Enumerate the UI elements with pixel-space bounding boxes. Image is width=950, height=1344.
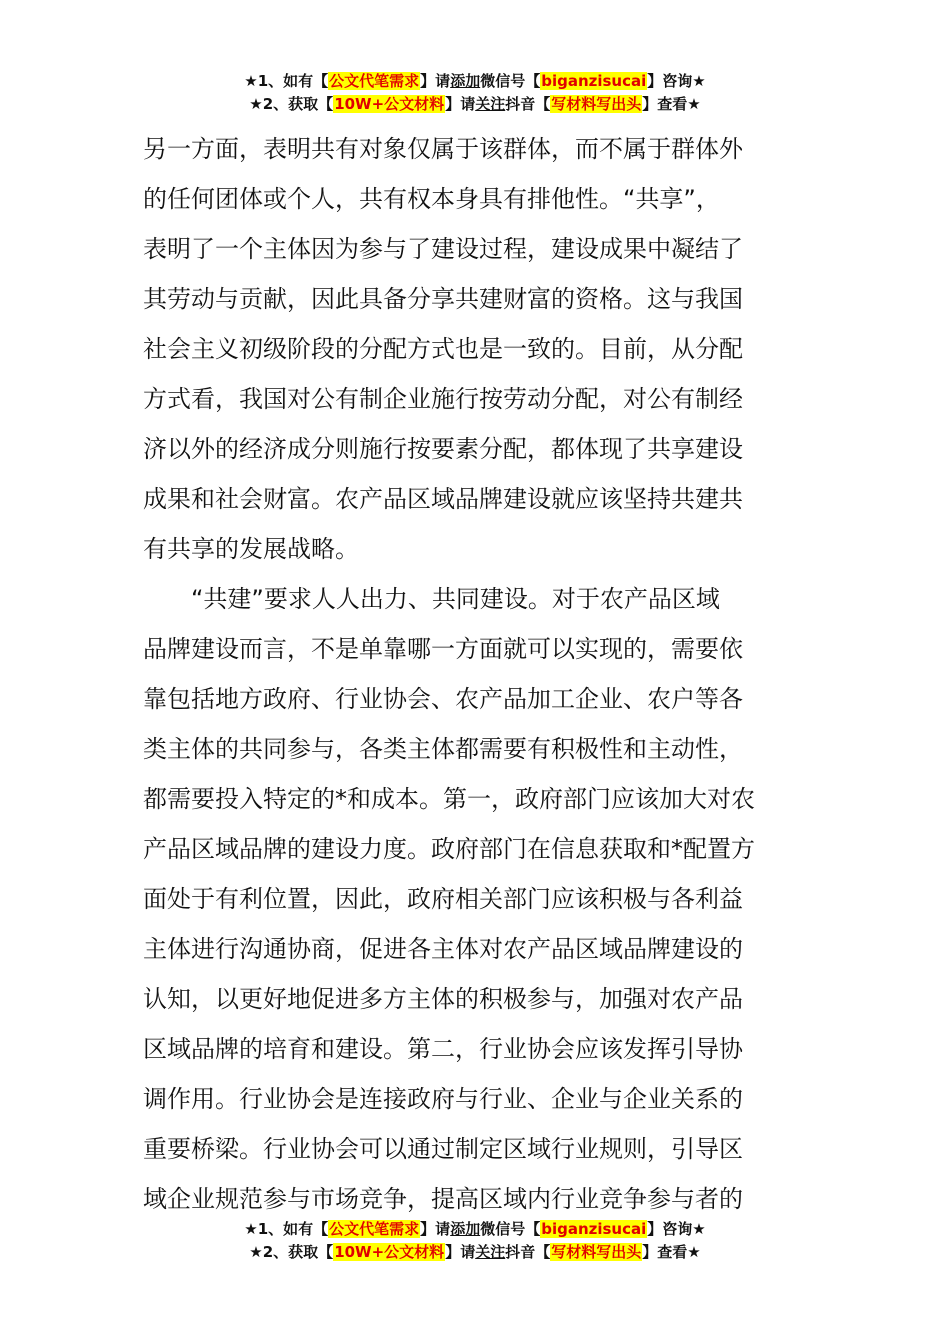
paragraph-start-line: “共建”要求人人出力、共同建设。对于农产品区域 <box>191 585 720 613</box>
text-line: 方式看，我国对公有制企业施行按劳动分配，对公有制经 <box>143 385 743 413</box>
text-line: 另一方面，表明共有对象仅属于该群体，而不属于群体外 <box>143 135 743 163</box>
banner-text: 】查看★ <box>642 95 701 113</box>
banner-highlight: 公文代笔需求 <box>329 1220 420 1238</box>
text-line: 品牌建设而言，不是单靠哪一方面就可以实现的，需要依 <box>143 635 743 663</box>
banner-line-2 <box>0 93 950 116</box>
text-line: 主体进行沟通协商，促进各主体对农产品区域品牌建设的 <box>143 935 743 963</box>
banner-underline: 关注 <box>475 95 506 113</box>
text-line: 成果和社会财富。农产品区域品牌建设就应该坚持共建共 <box>143 485 743 513</box>
banner-text: ★1、如有【 <box>244 1220 329 1238</box>
text-line: 面处于有利位置，因此，政府相关部门应该积极与各利益 <box>143 885 743 913</box>
text-line: 域企业规范参与市场竞争，提高区域内行业竞争参与者的 <box>143 1185 743 1213</box>
text-line: 都需要投入特定的*和成本。第一，政府部门应该加大对农 <box>143 785 755 813</box>
banner-text: ★2、获取【 <box>249 95 334 113</box>
banner-text: 微信号【 <box>480 72 541 90</box>
banner-text: 】咨询★ <box>647 72 706 90</box>
text-line: 调作用。行业协会是连接政府与行业、企业与企业关系的 <box>143 1085 743 1113</box>
banner-text: 抖音【 <box>505 95 551 113</box>
text-line: 有共享的发展战略。 <box>143 535 359 563</box>
banner-highlight: biganzisucai <box>541 1220 647 1238</box>
banner-line-2 <box>0 1241 950 1264</box>
text-line: 的任何团体或个人，共有权本身具有排他性。“共享”， <box>143 185 720 213</box>
banner-highlight: 10W+公文材料 <box>334 95 445 113</box>
footer-banner <box>0 1218 950 1264</box>
text-line: 产品区域品牌的建设力度。政府部门在信息获取和*配置方 <box>143 835 755 863</box>
text-line: 靠包括地方政府、行业协会、农产品加工企业、农户等各 <box>143 685 743 713</box>
banner-text: 】咨询★ <box>647 1220 706 1238</box>
text-line: 表明了一个主体因为参与了建设过程，建设成果中凝结了 <box>143 235 743 263</box>
banner-text: 】请 <box>420 72 451 90</box>
banner-underline: 添加 <box>450 1220 481 1238</box>
banner-highlight: 10W+公文材料 <box>334 1243 445 1261</box>
banner-text: 抖音【 <box>505 1243 551 1261</box>
banner-text: 】请 <box>445 95 476 113</box>
banner-highlight: biganzisucai <box>541 72 647 90</box>
banner-text: 】查看★ <box>642 1243 701 1261</box>
banner-text: ★2、获取【 <box>249 1243 334 1261</box>
text-line: 类主体的共同参与，各类主体都需要有积极性和主动性， <box>143 735 743 763</box>
banner-highlight: 公文代笔需求 <box>329 72 420 90</box>
text-line: 济以外的经济成分则施行按要素分配，都体现了共享建设 <box>143 435 743 463</box>
banner-underline: 添加 <box>450 72 481 90</box>
header-banner <box>0 70 950 116</box>
text-line: 重要桥梁。行业协会可以通过制定区域行业规则，引导区 <box>143 1135 743 1163</box>
text-line: 区域品牌的培育和建设。第二，行业协会应该发挥引导协 <box>143 1035 743 1063</box>
text-line: 其劳动与贡献，因此具备分享共建财富的资格。这与我国 <box>143 285 743 313</box>
banner-text: 】请 <box>420 1220 451 1238</box>
text-line: 社会主义初级阶段的分配方式也是一致的。目前，从分配 <box>143 335 743 363</box>
banner-highlight: 写材料写出头 <box>551 95 642 113</box>
banner-highlight: 写材料写出头 <box>551 1243 642 1261</box>
banner-text: 微信号【 <box>480 1220 541 1238</box>
text-line: 认知，以更好地促进多方主体的积极参与，加强对农产品 <box>143 985 743 1013</box>
banner-text: 】请 <box>445 1243 476 1261</box>
banner-underline: 关注 <box>475 1243 506 1261</box>
banner-text: ★1、如有【 <box>244 72 329 90</box>
document-body <box>143 124 808 1224</box>
banner-line-1 <box>0 70 950 93</box>
banner-line-1 <box>0 1218 950 1241</box>
